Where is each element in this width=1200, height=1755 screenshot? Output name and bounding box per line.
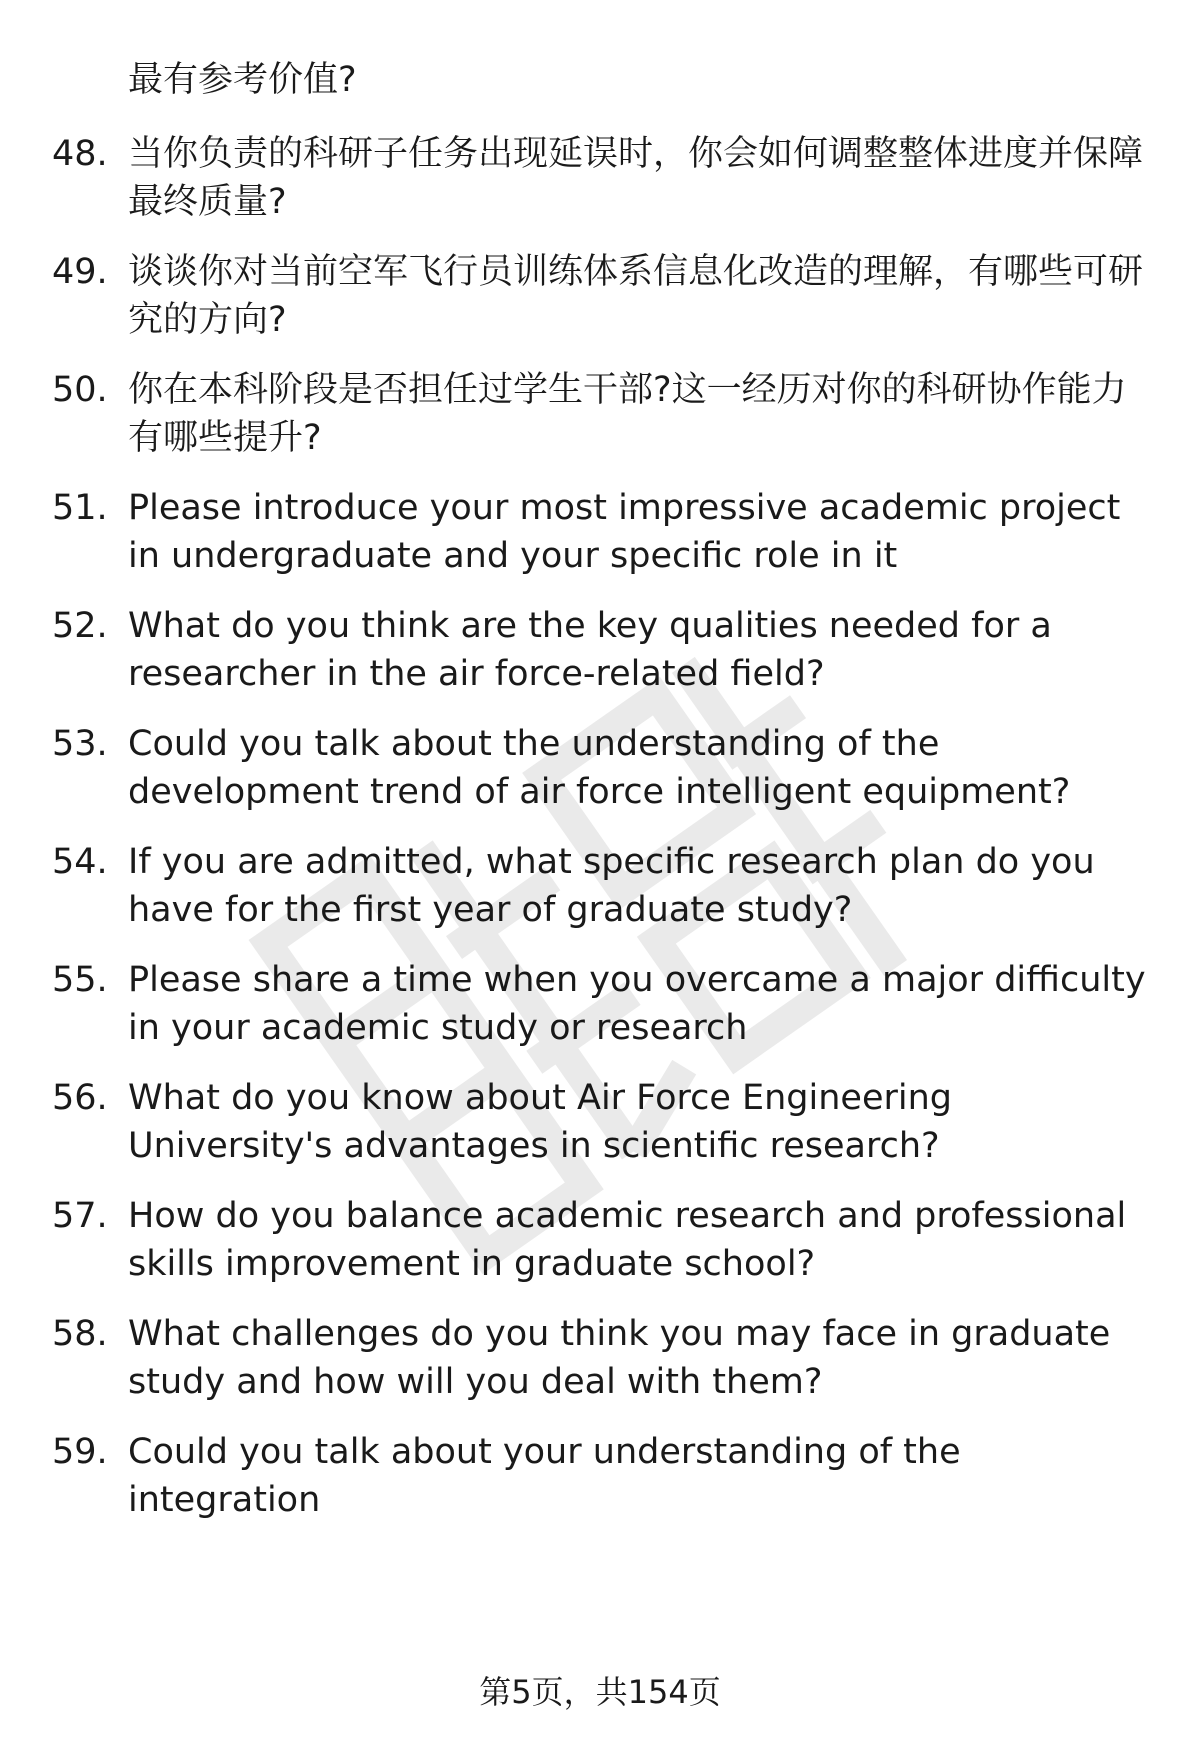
question-number: 53. — [52, 724, 108, 764]
question-number: 54. — [52, 842, 108, 882]
question-text: 当你负责的科研子任务出现延误时，你会如何调整整体进度并保障最终质量? — [128, 134, 1144, 222]
question-number: 55. — [52, 960, 108, 1000]
question-text: Please introduce your most impressive academic project in undergraduate and your specific role in it — [128, 488, 1121, 576]
question-text: 谈谈你对当前空军飞行员训练体系信息化改造的理解，有哪些可研究的方向? — [128, 252, 1144, 340]
question-number: 49. — [52, 252, 108, 292]
question-text: 你在本科阶段是否担任过学生干部?这一经历对你的科研协作能力有哪些提升? — [128, 370, 1127, 458]
question-number: 56. — [52, 1078, 108, 1118]
question-text: What do you think are the key qualities needed for a researcher in the air force-related field? — [128, 606, 1052, 694]
question-number: 57. — [52, 1196, 108, 1236]
question-number: 51. — [52, 488, 108, 528]
question-text: Please share a time when you overcame a major difficulty in your academic study or research — [128, 960, 1146, 1048]
question-text: Could you talk about your understanding of the integration — [128, 1432, 961, 1520]
question-number: 52. — [52, 606, 108, 646]
question-number: 50. — [52, 370, 108, 410]
question-text: What challenges do you think you may face in graduate study and how will you deal with them? — [128, 1314, 1111, 1402]
question-number: 59. — [52, 1432, 108, 1472]
question-text: If you are admitted, what specific research plan do you have for the first year of graduate study? — [128, 842, 1095, 930]
question-number: 58. — [52, 1314, 108, 1354]
question-text: What do you know about Air Force Engineering University's advantages in scientific research? — [128, 1078, 953, 1166]
page-footer: 第5页，共154页 — [479, 1673, 721, 1711]
question-text: How do you balance academic research and professional skills improvement in graduate school? — [128, 1196, 1127, 1284]
continuation-text: 最有参考价值? — [128, 60, 357, 100]
question-number: 48. — [52, 134, 108, 174]
question-text: Could you talk about the understanding of the development trend of air force intelligent equipment? — [128, 724, 1071, 812]
